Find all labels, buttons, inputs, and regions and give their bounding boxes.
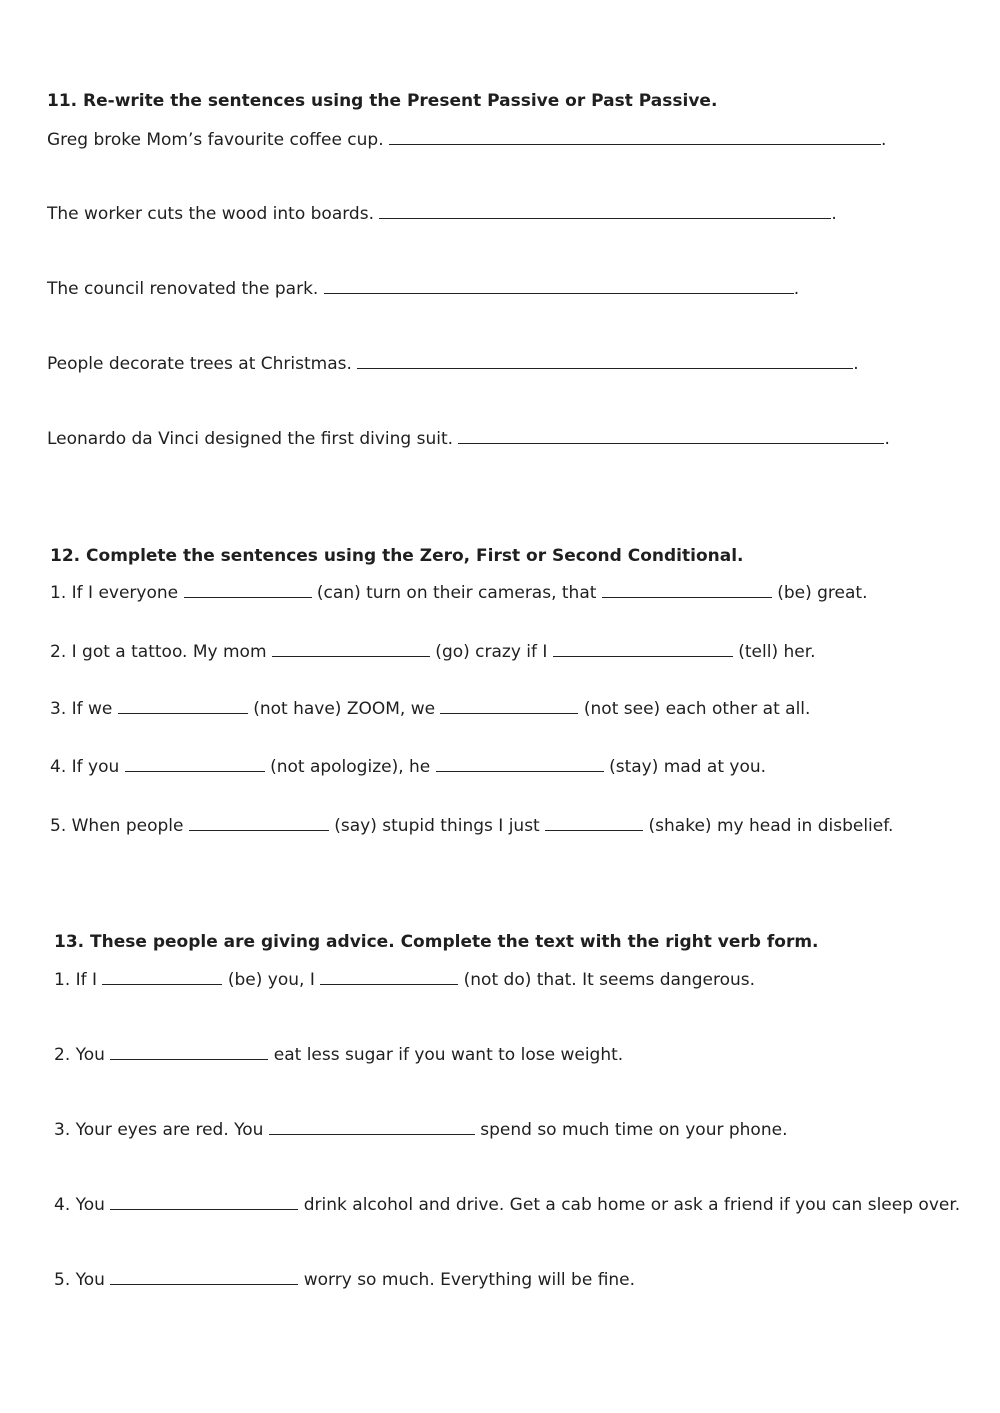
s12-item-4-text-a: 4. If you xyxy=(50,757,125,777)
s13-item-3-text-a: 3. Your eyes are red. You xyxy=(54,1120,269,1140)
s11-item-3-text: The council renovated the park. xyxy=(47,279,319,299)
section-13-heading: 13. These people are giving advice. Complete the text with the right verb form. xyxy=(54,932,819,952)
s13-item-3 xyxy=(54,1118,787,1141)
s12-item-4-blank-2[interactable] xyxy=(436,755,604,772)
s12-item-4-text-c: (stay) mad at you. xyxy=(603,757,767,777)
s12-item-5-text-a: 5. When people xyxy=(50,816,189,836)
s13-item-1-text-a: 1. If I xyxy=(54,970,103,990)
s13-item-1-text-c: (not do) that. It seems dangerous. xyxy=(458,970,756,990)
s13-item-5-text-b: worry so much. Everything will be fine. xyxy=(298,1270,636,1290)
s12-item-4-blank-1[interactable] xyxy=(125,755,265,772)
s12-item-2-blank-2[interactable] xyxy=(553,640,733,657)
s11-item-4-end: . xyxy=(853,354,859,374)
s13-item-4-blank[interactable] xyxy=(110,1193,298,1210)
s12-item-3-blank-1[interactable] xyxy=(118,697,248,714)
s13-item-2-text-b: eat less sugar if you want to lose weight. xyxy=(268,1045,624,1065)
s11-item-5-answer-blank[interactable] xyxy=(458,427,884,444)
s13-item-2 xyxy=(54,1043,623,1066)
s12-item-3-text-b: (not have) ZOOM, we xyxy=(247,699,441,719)
s13-item-4-text-b: drink alcohol and drive. Get a cab home or ask a friend if you can sleep over. xyxy=(298,1195,961,1215)
s12-item-3-blank-2[interactable] xyxy=(440,697,578,714)
s11-item-1-text: Greg broke Mom’s favourite coffee cup. xyxy=(47,130,384,150)
s12-item-3 xyxy=(50,697,810,720)
s12-item-5-text-c: (shake) my head in disbelief. xyxy=(643,816,894,836)
s12-item-2-blank-1[interactable] xyxy=(272,640,430,657)
s13-item-5-text-a: 5. You xyxy=(54,1270,111,1290)
s11-item-2-answer-blank[interactable] xyxy=(379,202,831,219)
s12-item-4 xyxy=(50,755,766,778)
section-11-heading: 11. Re-write the sentences using the Present Passive or Past Passive. xyxy=(47,91,718,111)
s13-item-1 xyxy=(54,968,755,991)
s11-item-3 xyxy=(47,277,799,300)
s11-item-2-end: . xyxy=(831,204,837,224)
s13-item-2-blank[interactable] xyxy=(110,1043,268,1060)
s13-item-3-blank[interactable] xyxy=(269,1118,475,1135)
s13-item-4-text-a: 4. You xyxy=(54,1195,111,1215)
s12-item-3-text-c: (not see) each other at all. xyxy=(578,699,811,719)
s12-item-1-blank-1[interactable] xyxy=(184,581,312,598)
s11-item-1 xyxy=(47,128,886,151)
s13-item-1-blank-1[interactable] xyxy=(102,968,222,985)
s13-item-3-text-b: spend so much time on your phone. xyxy=(474,1120,788,1140)
s11-item-5-text: Leonardo da Vinci designed the first diving suit. xyxy=(47,429,454,449)
s12-item-1 xyxy=(50,581,868,604)
s11-item-2 xyxy=(47,202,837,225)
s12-item-1-blank-2[interactable] xyxy=(602,581,772,598)
s11-item-4 xyxy=(47,352,859,375)
s12-item-2 xyxy=(50,640,816,663)
s12-item-4-text-b: (not apologize), he xyxy=(264,757,436,777)
s11-item-5 xyxy=(47,427,890,450)
s12-item-5 xyxy=(50,814,893,837)
s11-item-5-end: . xyxy=(884,429,890,449)
s12-item-2-text-c: (tell) her. xyxy=(732,642,816,662)
s12-item-1-text-b: (can) turn on their cameras, that xyxy=(311,583,602,603)
s13-item-4 xyxy=(54,1193,960,1216)
s11-item-4-text: People decorate trees at Christmas. xyxy=(47,354,352,374)
s11-item-1-answer-blank[interactable] xyxy=(389,128,881,145)
s12-item-1-text-c: (be) great. xyxy=(771,583,868,603)
s13-item-2-text-a: 2. You xyxy=(54,1045,111,1065)
s13-item-5 xyxy=(54,1268,635,1291)
s12-item-5-blank-1[interactable] xyxy=(189,814,329,831)
s11-item-3-answer-blank[interactable] xyxy=(324,277,794,294)
s11-item-3-end: . xyxy=(793,279,800,299)
s13-item-5-blank[interactable] xyxy=(110,1268,298,1285)
s11-item-1-end: . xyxy=(881,130,887,150)
s13-item-1-text-b: (be) you, I xyxy=(222,970,321,990)
s13-item-1-blank-2[interactable] xyxy=(320,968,458,985)
s12-item-2-text-a: 2. I got a tattoo. My mom xyxy=(50,642,272,662)
s11-item-2-text: The worker cuts the wood into boards. xyxy=(47,204,374,224)
section-12-heading: 12. Complete the sentences using the Zero, First or Second Conditional. xyxy=(50,546,744,566)
s12-item-2-text-b: (go) crazy if I xyxy=(429,642,553,662)
s12-item-3-text-a: 3. If we xyxy=(50,699,118,719)
s11-item-4-answer-blank[interactable] xyxy=(357,352,853,369)
s12-item-5-text-b: (say) stupid things I just xyxy=(328,816,546,836)
s12-item-1-text-a: 1. If I everyone xyxy=(50,583,184,603)
s12-item-5-blank-2[interactable] xyxy=(545,814,643,831)
